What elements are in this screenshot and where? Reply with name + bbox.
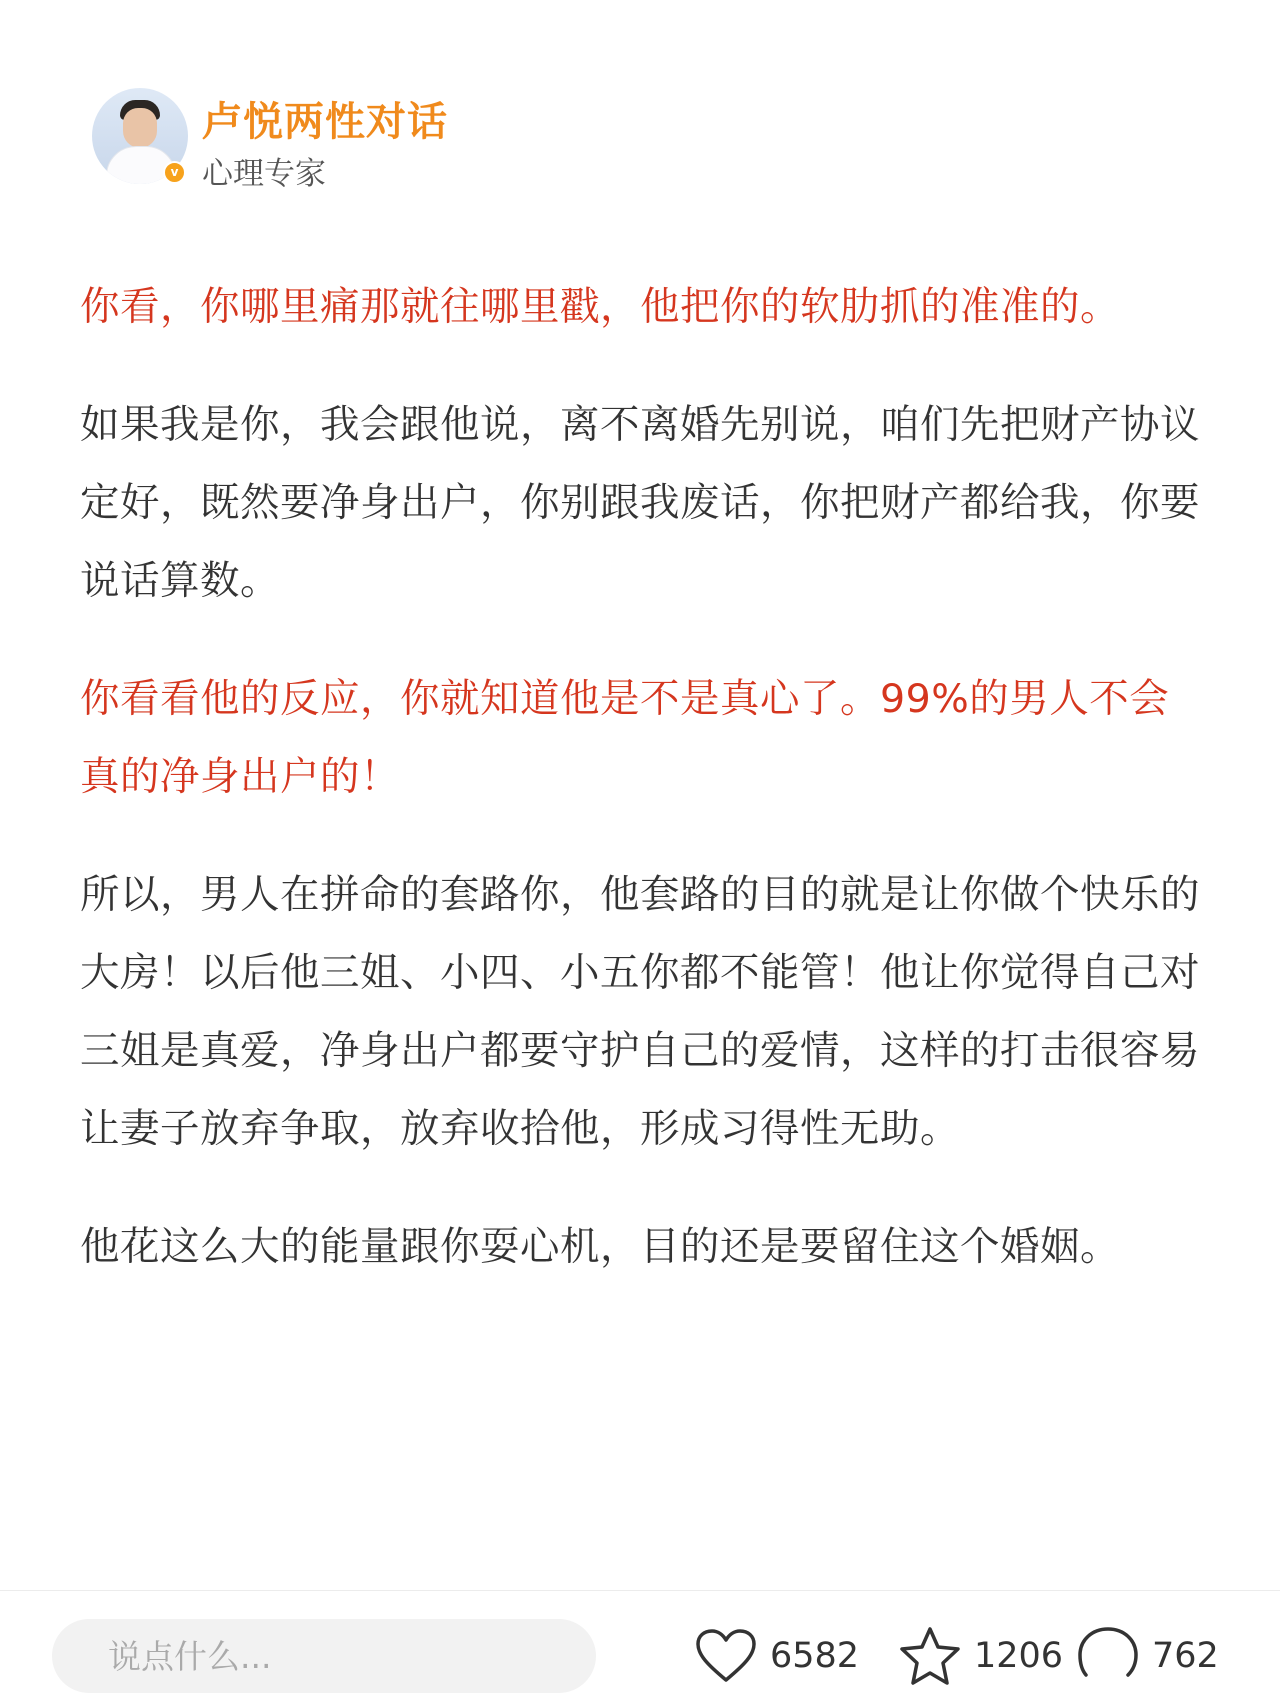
favorite-count: 1206 xyxy=(974,1636,1064,1676)
post-paragraph-5: 他花这么大的能量跟你耍心机，目的还是要留住这个婚姻。 xyxy=(80,1224,1120,1270)
post-paragraph-1: 你看，你哪里痛那就往哪里戳，他把你的软肋抓的准准的。 xyxy=(80,284,1120,330)
avatar-face xyxy=(123,108,157,148)
like-button[interactable] xyxy=(694,1621,859,1691)
heart-icon xyxy=(694,1627,758,1685)
post-paragraph-3: 你看看他的反应，你就知道他是不是真心了。99%的男人不会真的净身出户的！ xyxy=(80,676,1170,800)
bottom-action-bar xyxy=(0,1590,1280,1707)
verified-badge-icon: v xyxy=(163,161,186,184)
post-paragraph-2: 如果我是你，我会跟他说，离不离婚先别说，咱们先把财产协议定好，既然要净身出户，你别跟我废话，你把财产都给我，你要说话算数。 xyxy=(80,402,1200,604)
post-content xyxy=(80,268,1200,1326)
comment-input-box[interactable] xyxy=(52,1619,596,1693)
comment-bubble-icon xyxy=(1076,1625,1140,1687)
favorite-button[interactable] xyxy=(898,1621,1063,1691)
like-count: 6582 xyxy=(770,1636,860,1676)
comment-count: 762 xyxy=(1152,1636,1219,1676)
comment-button[interactable] xyxy=(1076,1621,1219,1691)
comment-input[interactable] xyxy=(108,1619,568,1693)
author-header xyxy=(92,88,992,192)
post-paragraph-4: 所以，男人在拼命的套路你，他套路的目的就是让你做个快乐的大房！以后他三姐、小四、小五你都不能管！他让你觉得自己对三姐是真爱，净身出户都要守护自己的爱情，这样的打击很容易让妻子放弃争取，放弃收拾他，形成习得性无助。 xyxy=(80,872,1200,1152)
star-icon xyxy=(898,1625,962,1687)
author-name[interactable]: 卢悦两性对话 xyxy=(202,99,448,145)
author-title: 心理专家 xyxy=(202,156,326,192)
